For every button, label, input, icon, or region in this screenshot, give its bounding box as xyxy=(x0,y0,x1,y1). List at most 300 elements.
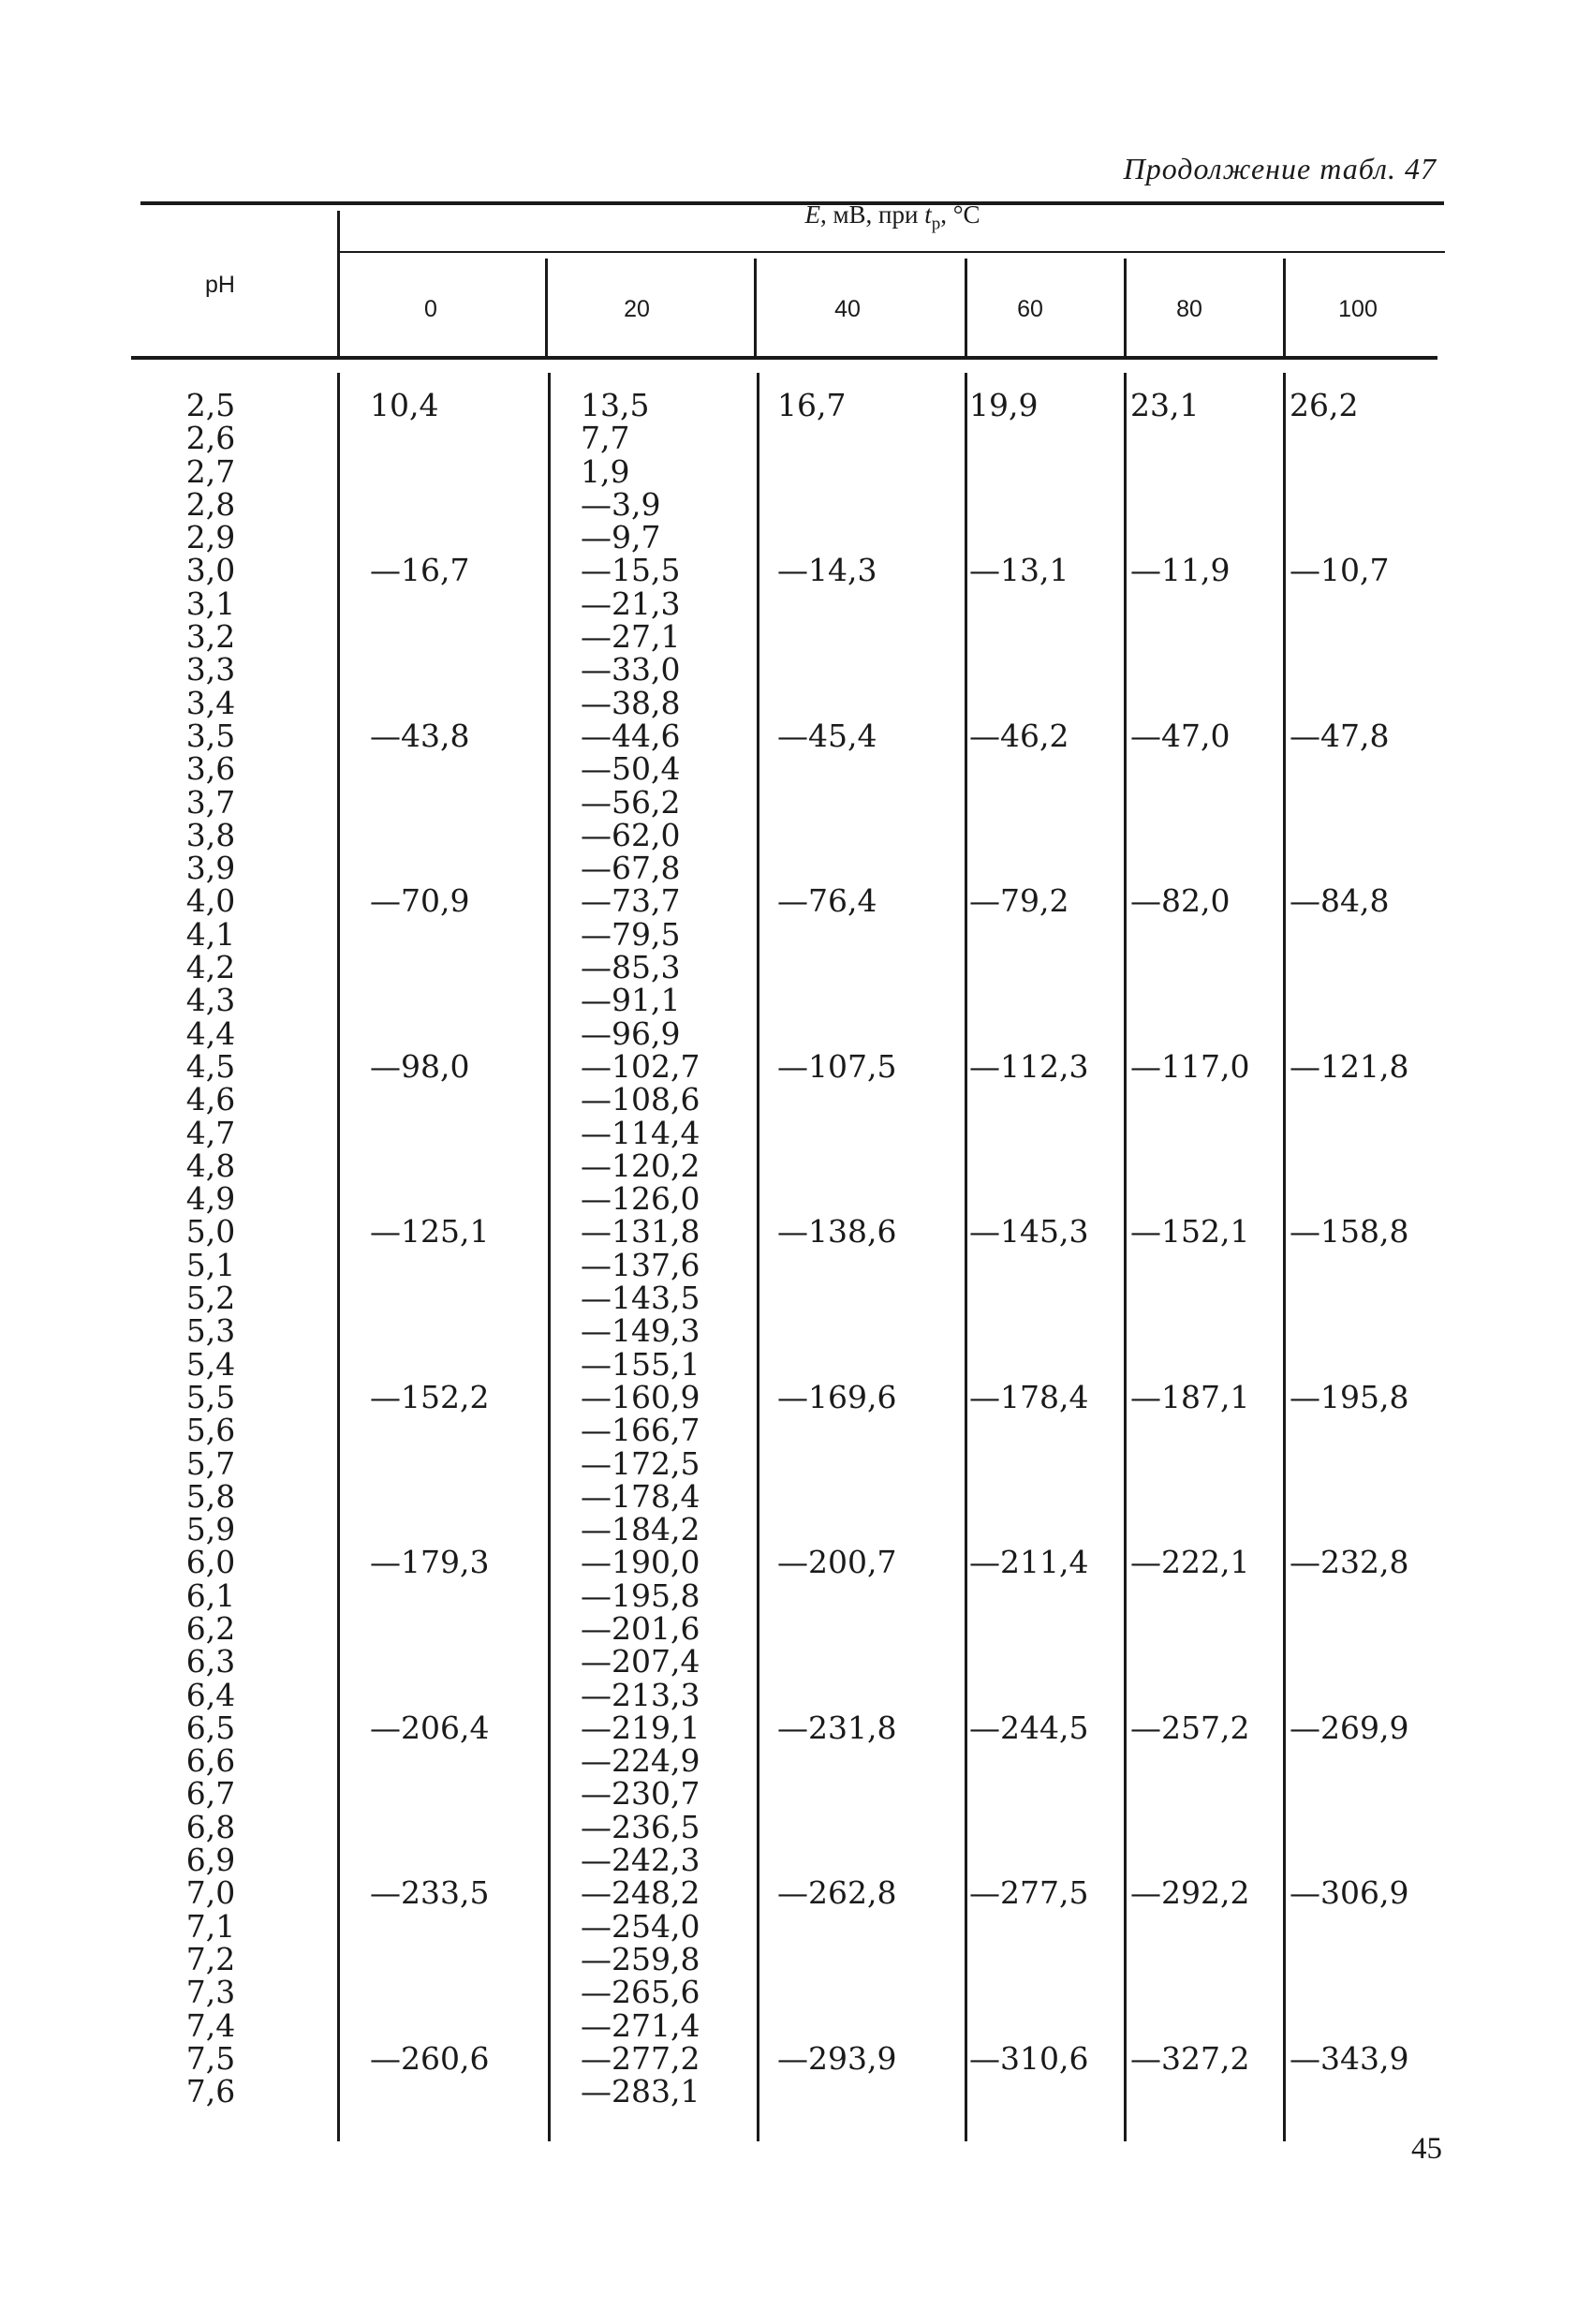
table-cell: 4,3 xyxy=(185,982,236,1019)
table-cell: —91,1 xyxy=(581,982,681,1019)
empty-cell xyxy=(1290,1579,1421,1612)
empty-cell xyxy=(370,1513,492,1546)
table-cell: —85,3 xyxy=(581,949,681,986)
empty-cell xyxy=(1290,521,1421,554)
empty-cell xyxy=(969,1017,1100,1050)
table-cell: —277,5 xyxy=(969,1874,1089,1912)
empty-cell xyxy=(777,1645,908,1678)
empty-cell xyxy=(969,1447,1100,1480)
table-cell: 4,4 xyxy=(185,1014,236,1052)
values-column-80c xyxy=(1130,389,1261,2108)
table-cell: —158,8 xyxy=(1290,1213,1409,1251)
table-cell: —16,7 xyxy=(370,552,470,589)
empty-cell xyxy=(1290,1976,1421,2008)
empty-cell xyxy=(370,1612,492,1645)
table-cell: —260,6 xyxy=(370,2039,490,2077)
empty-cell xyxy=(777,1117,908,1149)
header-divider xyxy=(1283,259,1286,356)
table-cell: —190,0 xyxy=(581,1544,700,1581)
empty-cell xyxy=(370,1744,492,1777)
table-cell: 3,6 xyxy=(185,750,236,788)
table-cell: —96,9 xyxy=(581,1014,681,1052)
table-cell: —219,1 xyxy=(581,1709,700,1746)
empty-cell xyxy=(969,1811,1100,1843)
empty-cell xyxy=(1130,1017,1261,1050)
empty-cell xyxy=(1130,1645,1261,1678)
table-cell: —56,2 xyxy=(581,783,681,821)
table-cell: —11,9 xyxy=(1130,552,1231,589)
empty-cell xyxy=(1130,984,1261,1016)
empty-cell xyxy=(1130,1149,1261,1182)
empty-cell xyxy=(777,951,908,984)
table-cell: —201,6 xyxy=(581,1609,700,1647)
table-cell: —79,2 xyxy=(969,882,1069,920)
empty-cell xyxy=(1290,1811,1421,1843)
table-cell: —70,9 xyxy=(370,882,470,920)
empty-cell xyxy=(777,1314,908,1347)
table-cell: —172,5 xyxy=(581,1444,700,1482)
table-cell: 6,3 xyxy=(185,1643,236,1680)
empty-cell xyxy=(969,620,1100,653)
empty-cell xyxy=(969,2075,1100,2108)
empty-cell xyxy=(1130,1249,1261,1281)
table-cell: 6,6 xyxy=(185,1742,236,1780)
temp-header-0: 0 xyxy=(424,296,437,322)
empty-cell xyxy=(969,851,1100,884)
temp-header-40: 40 xyxy=(834,296,861,322)
empty-cell xyxy=(969,1314,1100,1347)
table-cell: —283,1 xyxy=(581,2073,700,2110)
empty-cell xyxy=(1290,2009,1421,2042)
empty-cell xyxy=(370,1843,492,1876)
empty-cell xyxy=(969,1976,1100,2008)
table-cell: 6,0 xyxy=(185,1544,236,1581)
empty-cell xyxy=(1290,1414,1421,1446)
table-cell: —3,9 xyxy=(581,485,661,523)
empty-cell xyxy=(370,1083,492,1116)
table-cell: 4,6 xyxy=(185,1081,236,1118)
empty-cell xyxy=(777,1843,908,1876)
empty-cell xyxy=(777,687,908,719)
empty-cell xyxy=(777,1744,908,1777)
table-cell: —271,4 xyxy=(581,2006,700,2044)
table-cell: 23,1 xyxy=(1130,387,1200,423)
empty-cell xyxy=(777,1679,908,1711)
empty-cell xyxy=(1290,1910,1421,1943)
table-cell: —137,6 xyxy=(581,1246,700,1283)
table-cell: —14,3 xyxy=(777,552,877,589)
table-cell: 3,8 xyxy=(185,816,236,853)
header-subgroup-rule xyxy=(340,251,1445,253)
empty-cell xyxy=(370,1314,492,1347)
table-cell: 2,5 xyxy=(185,387,236,423)
empty-cell xyxy=(777,1910,908,1943)
empty-cell xyxy=(1130,422,1261,454)
table-cell: —117,0 xyxy=(1130,1047,1250,1085)
empty-cell xyxy=(1130,851,1261,884)
empty-cell xyxy=(969,819,1100,851)
table-cell: —262,8 xyxy=(777,1874,897,1912)
potential-unit: , мВ, при xyxy=(819,200,925,229)
table-cell: —102,7 xyxy=(581,1047,700,1085)
table-cell: 26,2 xyxy=(1290,387,1359,423)
empty-cell xyxy=(777,587,908,620)
empty-cell xyxy=(1130,1348,1261,1381)
table-cell: 5,2 xyxy=(185,1280,236,1317)
table-cell: —138,6 xyxy=(777,1213,897,1251)
table-cell: 4,2 xyxy=(185,949,236,986)
empty-cell xyxy=(1290,1480,1421,1513)
empty-cell xyxy=(969,984,1100,1016)
table-cell: 1,9 xyxy=(581,452,630,490)
header-divider xyxy=(754,259,757,356)
table-cell: —50,4 xyxy=(581,750,681,788)
empty-cell xyxy=(969,1348,1100,1381)
empty-cell xyxy=(777,1976,908,2008)
empty-cell xyxy=(777,819,908,851)
temp-header-80: 80 xyxy=(1176,296,1202,322)
table-cell: 5,7 xyxy=(185,1444,236,1482)
table-cell: 13,5 xyxy=(581,387,650,423)
table-cell: —47,0 xyxy=(1130,717,1231,754)
empty-cell xyxy=(370,1149,492,1182)
empty-cell xyxy=(1130,1281,1261,1314)
table-cell: 5,9 xyxy=(185,1511,236,1548)
empty-cell xyxy=(777,1513,908,1546)
table-cell: —108,6 xyxy=(581,1081,700,1118)
empty-cell xyxy=(1290,488,1421,521)
page-number: 45 xyxy=(1411,2132,1442,2166)
empty-cell xyxy=(370,1976,492,2008)
empty-cell xyxy=(1290,786,1421,819)
empty-cell xyxy=(969,2009,1100,2042)
empty-cell xyxy=(1290,1314,1421,1347)
empty-cell xyxy=(370,1777,492,1810)
table-cell: 5,4 xyxy=(185,1345,236,1383)
table-cell: —265,6 xyxy=(581,1974,700,2011)
column-divider xyxy=(1124,373,1127,2141)
empty-cell xyxy=(1290,587,1421,620)
empty-cell xyxy=(1290,851,1421,884)
table-cell: —293,9 xyxy=(777,2039,897,2077)
table-cell: 3,9 xyxy=(185,850,236,887)
empty-cell xyxy=(370,422,492,454)
values-column-20c xyxy=(581,389,721,2108)
table-cell: —310,6 xyxy=(969,2039,1089,2077)
empty-cell xyxy=(969,1414,1100,1446)
empty-cell xyxy=(370,951,492,984)
empty-cell xyxy=(777,1083,908,1116)
empty-cell xyxy=(1130,752,1261,785)
potential-symbol: E xyxy=(804,200,820,229)
empty-cell xyxy=(969,653,1100,686)
table-cell: —45,4 xyxy=(777,717,877,754)
table-cell: 4,0 xyxy=(185,882,236,920)
empty-cell xyxy=(1130,1843,1261,1876)
table-cell: —259,8 xyxy=(581,1940,700,1977)
empty-cell xyxy=(969,1579,1100,1612)
empty-cell xyxy=(1130,587,1261,620)
table-cell: 6,8 xyxy=(185,1808,236,1845)
table-cell: —269,9 xyxy=(1290,1709,1409,1746)
empty-cell xyxy=(1130,1679,1261,1711)
empty-cell xyxy=(370,984,492,1016)
table-cell: —9,7 xyxy=(581,519,661,556)
empty-cell xyxy=(1130,1447,1261,1480)
values-column-0c xyxy=(370,389,492,2108)
empty-cell xyxy=(1290,819,1421,851)
table-cell: —152,2 xyxy=(370,1378,490,1415)
header-divider xyxy=(1124,259,1127,356)
table-cell: —43,8 xyxy=(370,717,470,754)
table-cell: 4,5 xyxy=(185,1047,236,1085)
empty-cell xyxy=(777,521,908,554)
empty-cell xyxy=(1290,1843,1421,1876)
empty-cell xyxy=(1290,752,1421,785)
temp-header-20: 20 xyxy=(624,296,650,322)
table-cell: —13,1 xyxy=(969,552,1069,589)
empty-cell xyxy=(1290,984,1421,1016)
empty-cell xyxy=(1290,1612,1421,1645)
table-cell: —84,8 xyxy=(1290,882,1390,920)
empty-cell xyxy=(1290,1281,1421,1314)
column-divider xyxy=(548,373,551,2141)
table-cell: —155,1 xyxy=(581,1345,700,1383)
empty-cell xyxy=(1130,1910,1261,1943)
empty-cell xyxy=(777,2075,908,2108)
empty-cell xyxy=(370,819,492,851)
empty-cell xyxy=(370,851,492,884)
empty-cell xyxy=(1130,455,1261,488)
table-cell: —195,8 xyxy=(581,1576,700,1614)
temp-header-60: 60 xyxy=(1017,296,1043,322)
table-cell: —187,1 xyxy=(1130,1378,1250,1415)
empty-cell xyxy=(1290,687,1421,719)
empty-cell xyxy=(370,1348,492,1381)
empty-cell xyxy=(777,1182,908,1215)
empty-cell xyxy=(1290,1017,1421,1050)
temperature-symbol: t xyxy=(924,200,932,229)
table-cell: —149,3 xyxy=(581,1312,700,1350)
column-divider xyxy=(757,373,759,2141)
empty-cell xyxy=(1290,1348,1421,1381)
empty-cell xyxy=(1290,1645,1421,1678)
table-cell: 6,2 xyxy=(185,1609,236,1647)
table-cell: —195,8 xyxy=(1290,1378,1409,1415)
table-cell: —143,5 xyxy=(581,1280,700,1317)
empty-cell xyxy=(969,455,1100,488)
empty-cell xyxy=(1290,1513,1421,1546)
table-cell: —224,9 xyxy=(581,1742,700,1780)
table-cell: 2,6 xyxy=(185,420,236,457)
empty-cell xyxy=(969,1843,1100,1876)
table-cell: 7,3 xyxy=(185,1974,236,2011)
table-cell: 6,5 xyxy=(185,1709,236,1746)
table-cell: —76,4 xyxy=(777,882,877,920)
table-cell: —47,8 xyxy=(1290,717,1390,754)
empty-cell xyxy=(969,1249,1100,1281)
empty-cell xyxy=(1130,1579,1261,1612)
table-cell: 5,3 xyxy=(185,1312,236,1350)
empty-cell xyxy=(777,1414,908,1446)
header-divider xyxy=(965,259,967,356)
table-cell: —277,2 xyxy=(581,2039,700,2077)
table-cell: 3,2 xyxy=(185,618,236,656)
empty-cell xyxy=(969,951,1100,984)
empty-cell xyxy=(777,1777,908,1810)
values-column-100c xyxy=(1290,389,1421,2108)
empty-cell xyxy=(1290,422,1421,454)
empty-cell xyxy=(969,1612,1100,1645)
empty-cell xyxy=(370,752,492,785)
empty-cell xyxy=(1290,1249,1421,1281)
table-cell: 4,9 xyxy=(185,1180,236,1218)
empty-cell xyxy=(370,1645,492,1678)
empty-cell xyxy=(777,620,908,653)
table-cell: 10,4 xyxy=(370,387,439,423)
table-cell: 7,1 xyxy=(185,1907,236,1945)
ph-column-header: pH xyxy=(205,272,235,298)
empty-cell xyxy=(777,422,908,454)
table-cell: 2,7 xyxy=(185,452,236,490)
empty-cell xyxy=(370,2009,492,2042)
table-cell: —160,9 xyxy=(581,1378,700,1415)
empty-cell xyxy=(1290,620,1421,653)
table-cell: 3,4 xyxy=(185,684,236,721)
empty-cell xyxy=(1290,1083,1421,1116)
empty-cell xyxy=(1290,1679,1421,1711)
table-cell: —82,0 xyxy=(1130,882,1231,920)
empty-cell xyxy=(370,455,492,488)
empty-cell xyxy=(1290,951,1421,984)
empty-cell xyxy=(1130,786,1261,819)
table-cell: —10,7 xyxy=(1290,552,1390,589)
empty-cell xyxy=(370,1480,492,1513)
empty-cell xyxy=(1130,918,1261,951)
empty-cell xyxy=(1130,2009,1261,2042)
empty-cell xyxy=(1130,1513,1261,1546)
empty-cell xyxy=(969,1480,1100,1513)
empty-cell xyxy=(1290,1149,1421,1182)
table-cell: 7,4 xyxy=(185,2006,236,2044)
empty-cell xyxy=(1130,1976,1261,2008)
empty-cell xyxy=(370,918,492,951)
empty-cell xyxy=(969,1083,1100,1116)
empty-cell xyxy=(969,1910,1100,1943)
column-divider xyxy=(965,373,967,2141)
empty-cell xyxy=(969,488,1100,521)
empty-cell xyxy=(1130,1811,1261,1843)
table-cell: 16,7 xyxy=(777,387,847,423)
empty-cell xyxy=(969,1777,1100,1810)
empty-cell xyxy=(777,455,908,488)
empty-cell xyxy=(1290,1777,1421,1810)
empty-cell xyxy=(1130,819,1261,851)
empty-cell xyxy=(777,1249,908,1281)
empty-cell xyxy=(1130,1612,1261,1645)
table-cell: —222,1 xyxy=(1130,1544,1250,1581)
empty-cell xyxy=(777,1579,908,1612)
table-cell: —73,7 xyxy=(581,882,681,920)
empty-cell xyxy=(969,918,1100,951)
empty-cell xyxy=(1290,1943,1421,1976)
table-continuation-caption: Продолжение табл. 47 xyxy=(1123,152,1437,185)
potential-group-header xyxy=(340,200,1445,234)
empty-cell xyxy=(969,786,1100,819)
table-cell: —207,4 xyxy=(581,1643,700,1680)
table-cell: —200,7 xyxy=(777,1544,897,1581)
table-cell: —114,4 xyxy=(581,1114,700,1151)
column-divider xyxy=(1283,373,1286,2141)
empty-cell xyxy=(1130,1777,1261,1810)
table-cell: —178,4 xyxy=(969,1378,1089,1415)
table-cell: 2,9 xyxy=(185,519,236,556)
empty-cell xyxy=(1130,488,1261,521)
empty-cell xyxy=(777,1149,908,1182)
table-cell: —233,5 xyxy=(370,1874,490,1912)
table-cell: —206,4 xyxy=(370,1709,490,1746)
table-cell: —107,5 xyxy=(777,1047,897,1085)
empty-cell xyxy=(370,1579,492,1612)
table-cell: —38,8 xyxy=(581,684,681,721)
empty-cell xyxy=(370,1943,492,1976)
empty-cell xyxy=(777,488,908,521)
table-cell: —79,5 xyxy=(581,915,681,953)
empty-cell xyxy=(1130,1083,1261,1116)
empty-cell xyxy=(777,653,908,686)
table-cell: —125,1 xyxy=(370,1213,490,1251)
empty-cell xyxy=(370,687,492,719)
empty-cell xyxy=(969,687,1100,719)
table-cell: —248,2 xyxy=(581,1874,700,1912)
table-cell: 5,6 xyxy=(185,1412,236,1449)
table-cell: —44,6 xyxy=(581,717,681,754)
table-cell: —169,6 xyxy=(777,1378,897,1415)
table-cell: —236,5 xyxy=(581,1808,700,1845)
table-cell: 6,1 xyxy=(185,1576,236,1614)
table-cell: —21,3 xyxy=(581,585,681,622)
table-cell: 5,0 xyxy=(185,1213,236,1251)
table-cell: —67,8 xyxy=(581,850,681,887)
empty-cell xyxy=(370,1182,492,1215)
table-cell: —242,3 xyxy=(581,1842,700,1879)
table-cell: —254,0 xyxy=(581,1907,700,1945)
empty-cell xyxy=(969,1943,1100,1976)
values-column-60c xyxy=(969,389,1100,2108)
table-cell: 7,6 xyxy=(185,2073,236,2110)
table-cell: —27,1 xyxy=(581,618,681,656)
table-cell: —327,2 xyxy=(1130,2039,1250,2077)
empty-cell xyxy=(1130,620,1261,653)
empty-cell xyxy=(969,422,1100,454)
empty-cell xyxy=(969,1513,1100,1546)
table-cell: 5,1 xyxy=(185,1246,236,1283)
empty-cell xyxy=(969,587,1100,620)
empty-cell xyxy=(1290,1117,1421,1149)
table-cell: 4,7 xyxy=(185,1114,236,1151)
empty-cell xyxy=(777,918,908,951)
table-cell: 3,1 xyxy=(185,585,236,622)
empty-cell xyxy=(1130,1182,1261,1215)
empty-cell xyxy=(370,2075,492,2108)
empty-cell xyxy=(370,1910,492,1943)
empty-cell xyxy=(1290,1182,1421,1215)
empty-cell xyxy=(1130,687,1261,719)
table-cell: —152,1 xyxy=(1130,1213,1250,1251)
empty-cell xyxy=(370,1447,492,1480)
empty-cell xyxy=(1290,1744,1421,1777)
column-divider xyxy=(337,373,340,2141)
